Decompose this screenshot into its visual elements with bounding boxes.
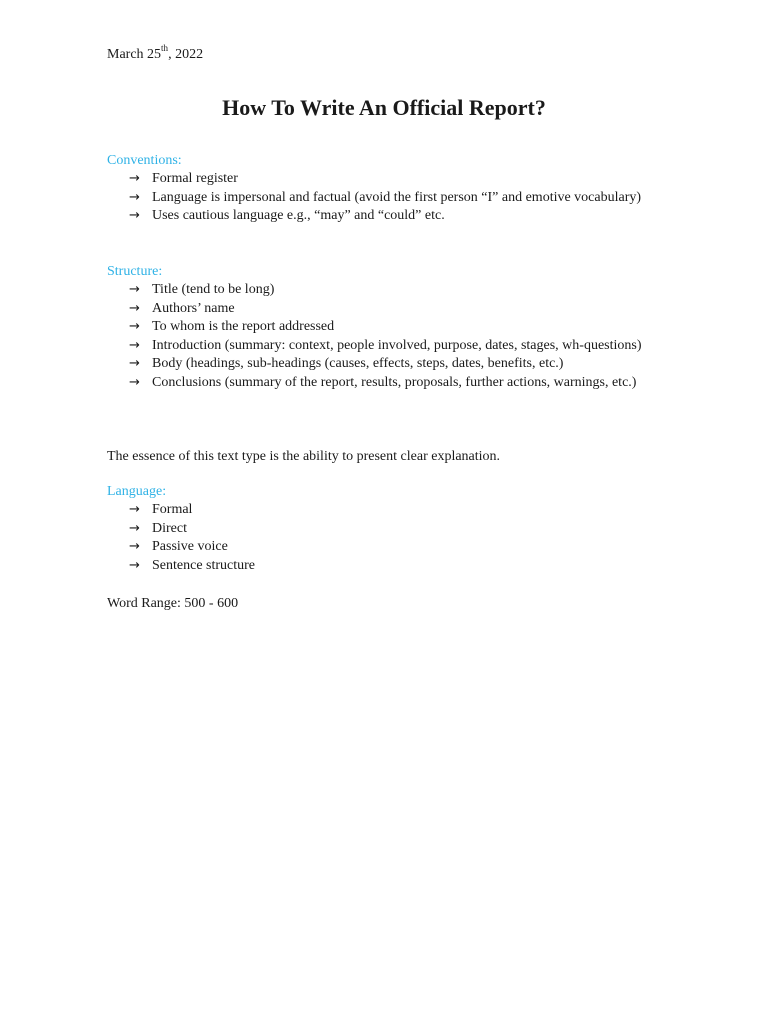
list-item [107, 520, 660, 539]
list-item-text: Formal [152, 502, 193, 517]
arrow-icon: → [129, 319, 140, 334]
list-item [107, 300, 660, 319]
arrow-icon: → [129, 171, 140, 186]
list-item-text: Title (tend to be long) [152, 282, 275, 297]
list-item [107, 337, 660, 356]
arrow-icon: → [129, 502, 140, 517]
list-item-text: Uses cautious language e.g., “may” and “could” etc. [152, 208, 445, 223]
structure-label: Structure: [107, 264, 163, 279]
document-date [107, 43, 204, 64]
arrow-icon: → [129, 520, 140, 536]
structure-list [107, 281, 660, 392]
list-item-text: Language is impersonal and factual (avoid the first person “I” and emotive vocabulary) [152, 189, 642, 205]
language-section [107, 482, 660, 575]
arrow-icon: → [129, 539, 140, 554]
list-item-text: Introduction (summary: context, people involved, purpose, dates, stages, wh-questions) [152, 337, 642, 353]
list-item-text: Sentence structure [152, 557, 256, 573]
arrow-icon: → [129, 337, 140, 353]
document-title: How To Write An Official Report? [222, 95, 546, 120]
list-item [107, 207, 660, 226]
list-item [107, 355, 660, 374]
arrow-icon: → [129, 189, 140, 205]
list-item [107, 557, 660, 576]
conventions-list [107, 170, 660, 226]
list-item [107, 281, 660, 300]
list-item [107, 501, 660, 520]
structure-section [107, 262, 660, 392]
arrow-icon: → [129, 208, 140, 223]
conventions-label: Conventions: [107, 153, 182, 168]
language-list [107, 501, 660, 575]
list-item-text: Conclusions (summary of the report, results, proposals, further actions, warnings, etc.) [152, 374, 637, 390]
list-item-text: Authors’ name [152, 300, 235, 316]
list-item-text: To whom is the report addressed [152, 319, 335, 334]
language-label: Language: [107, 484, 167, 499]
date-month-day: March 25 [107, 47, 162, 62]
conventions-section [107, 151, 660, 226]
arrow-icon: → [129, 282, 140, 297]
arrow-icon: → [129, 356, 140, 371]
list-item-text: Passive voice [152, 539, 228, 554]
list-item [107, 189, 660, 208]
list-item-text: Formal register [152, 171, 238, 186]
date-ordinal-suffix: th [161, 43, 169, 54]
arrow-icon: → [129, 300, 140, 316]
list-item [107, 318, 660, 337]
word-range: Word Range: 500 - 600 [107, 596, 239, 611]
list-item-text: Body (headings, sub-headings (causes, effects, steps, dates, benefits, etc.) [152, 356, 564, 371]
essence-paragraph: The essence of this text type is the ability to present clear explanation. [107, 449, 501, 464]
list-item [107, 538, 660, 557]
list-item-text: Direct [152, 520, 187, 536]
arrow-icon: → [129, 374, 140, 390]
list-item [107, 170, 660, 189]
arrow-icon: → [129, 557, 140, 573]
date-year: , 2022 [168, 47, 204, 62]
list-item [107, 374, 660, 393]
